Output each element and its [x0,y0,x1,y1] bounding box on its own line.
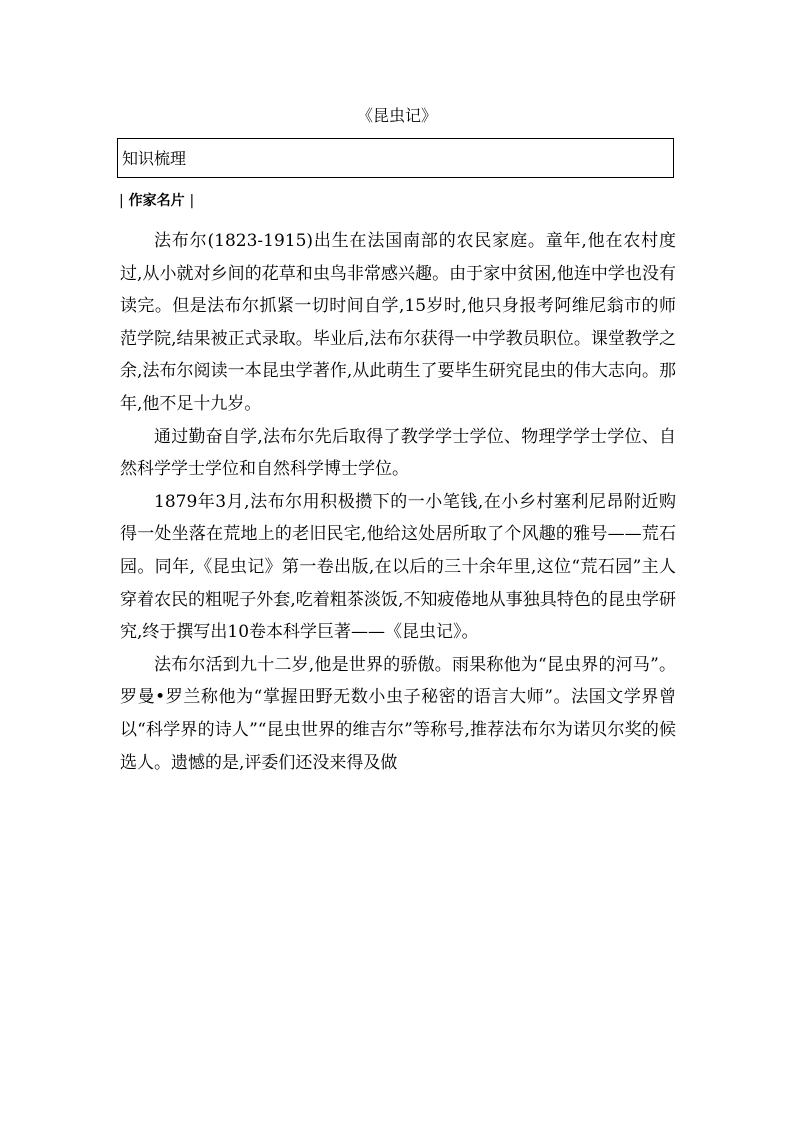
section-heading: 知识梳理 [122,149,187,168]
paragraph-1: 法布尔(1823-1915)出生在法国南部的农民家庭。童年,他在农村度过,从小就对乡间的花草和虫鸟非常感兴趣。由于家中贫困,他连中学也没有读完。但是法布尔抓紧一切时间自学,15岁时,他只身报考阿维尼翁市的师范学院,结果被正式录取。毕业后,法布尔获得一中学教员职位。课堂教学之余,法布尔阅读一本昆虫学著作,从此萌生了要毕生研究昆虫的伟大志向。那年,他不足十九岁。 [120,231,676,414]
section-heading-box [117,138,674,178]
body-text [120,225,676,779]
paragraph-3: 1879年3月,法布尔用积极攒下的一小笔钱,在小乡村塞利尼昂附近购得一处坐落在荒地上的老旧民宅,他给这处居所取了个风趣的雅号——荒石园。同年,《昆虫记》第一卷出版,在以后的三十余年里,这位“荒石园”主人穿着农民的粗呢子外套,吃着粗茶淡饭,不知疲倦地从事独具特色的昆虫学研究,终于撰写出10卷本科学巨著——《昆虫记》。 [120,491,676,643]
paragraph-2: 通过勤奋自学,法布尔先后取得了教学学士学位、物理学学士学位、自然科学学士学位和自然科学博士学位。 [120,426,676,480]
tag-bar-left: | [119,193,124,209]
paragraph-4: 法布尔活到九十二岁,他是世界的骄傲。雨果称他为“昆虫界的河马”。罗曼•罗兰称他为“掌握田野无数小虫子秘密的语言大师”。法国文学界曾以“科学界的诗人”“昆虫世界的维吉尔”等称号,推荐法布尔为诺贝尔奖的候选人。遗憾的是,评委们还没来得及做 [120,654,676,773]
author-card-tag [119,191,194,211]
document-title: 《昆虫记》 [356,106,437,125]
tag-bar-right: | [189,193,195,209]
tag-label: 作家名片 [128,193,185,209]
